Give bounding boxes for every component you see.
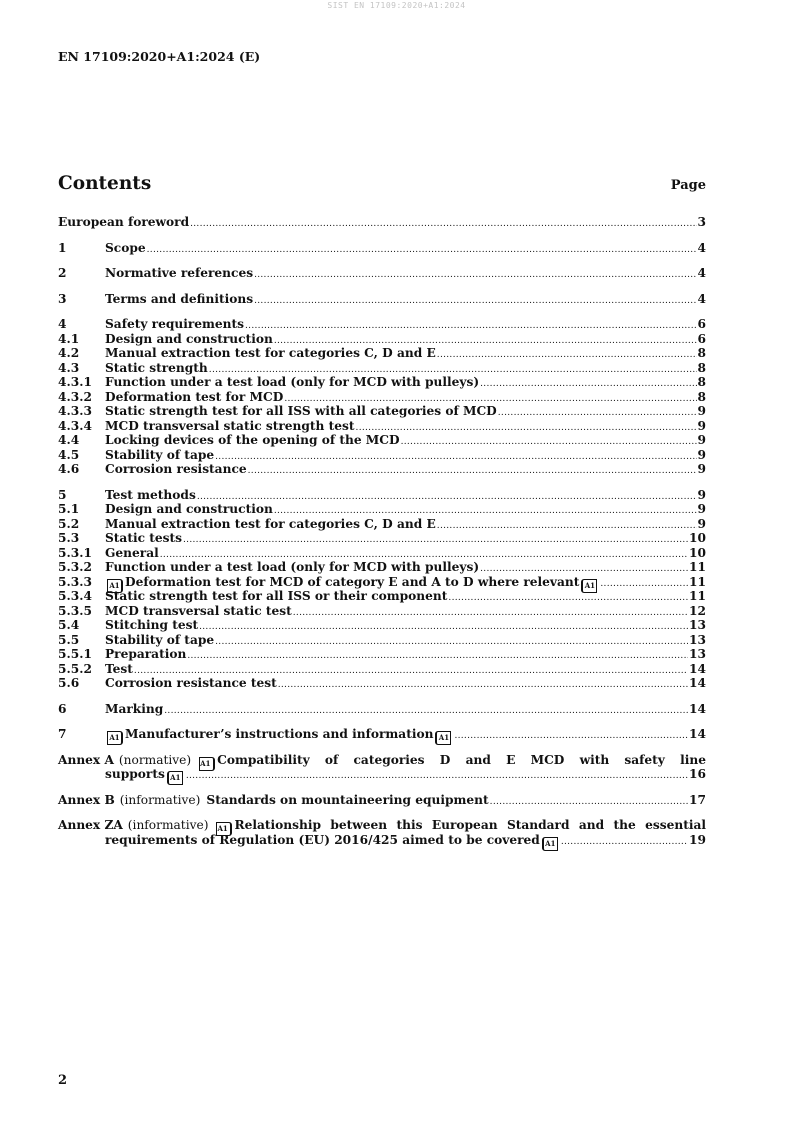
- dot-leader: [164, 702, 688, 719]
- toc-entry-number: 5.3.2: [58, 560, 92, 574]
- toc-entry-page: 13: [689, 647, 706, 661]
- toc-entry-page: 9: [697, 418, 706, 433]
- toc-entry[interactable]: [58, 662, 706, 677]
- annex-kind: (informative): [119, 792, 201, 807]
- toc-entry-title: [105, 531, 182, 546]
- annex-entry[interactable]: [58, 818, 706, 847]
- toc-entry-number: 5.3.4: [58, 589, 92, 603]
- toc-entry-page: 9: [697, 433, 706, 447]
- dot-leader: [561, 833, 688, 850]
- toc-entry[interactable]: [58, 531, 706, 546]
- toc-entry-title: [105, 404, 497, 419]
- annex-page: 16: [689, 767, 706, 781]
- toc-entry-page: 9: [697, 462, 706, 476]
- toc-entry[interactable]: [58, 448, 706, 463]
- toc-entry-title: [105, 346, 436, 361]
- toc-entry-page: 14: [689, 661, 706, 676]
- toc-entry-page: 6: [697, 317, 706, 331]
- toc-entry[interactable]: [58, 433, 706, 448]
- toc-entry[interactable]: [58, 462, 706, 477]
- toc-entry-title-text: Corrosion resistance: [105, 462, 247, 476]
- toc-entry-title-text: Test: [105, 661, 133, 676]
- toc-entry[interactable]: [58, 589, 706, 604]
- toc-entry-title: [105, 633, 214, 648]
- dot-leader: [254, 292, 696, 309]
- toc-entry-title: [105, 662, 133, 677]
- toc-entry-title: [105, 292, 253, 307]
- toc-entry-page: 10: [689, 545, 706, 560]
- toc-entry-page: 14: [689, 701, 706, 716]
- toc-entry-number: 3: [58, 291, 67, 306]
- toc-entry[interactable]: [58, 618, 706, 633]
- dot-leader: [454, 727, 688, 744]
- toc-entry-number: 5: [58, 487, 67, 502]
- toc-entry-page: 9: [697, 447, 706, 462]
- toc-entry-number: 4.3.4: [58, 418, 92, 433]
- toc-entry-title: [105, 448, 214, 463]
- toc-entry[interactable]: [58, 266, 706, 281]
- dot-leader: [254, 266, 696, 283]
- annex-entry-line: [58, 833, 706, 848]
- toc-entry[interactable]: [58, 575, 706, 590]
- annex-entry[interactable]: [58, 753, 706, 782]
- amendment-end-icon: A1: [542, 837, 558, 851]
- toc-entry-title-text: MCD transversal static test: [105, 603, 292, 618]
- toc-entry-title-text: Design and construction: [105, 502, 273, 516]
- toc-entry[interactable]: [58, 292, 706, 307]
- toc-entry-title-text: Safety requirements: [105, 317, 245, 331]
- amendment-end-icon: A1: [167, 771, 183, 785]
- toc-entry-page: 8: [697, 389, 706, 404]
- toc-entry-title: [105, 361, 208, 376]
- toc-entry-title: [58, 215, 189, 230]
- annex-entry[interactable]: [58, 793, 706, 808]
- toc-entry-title: [105, 266, 253, 281]
- toc-entry-title-text: Manual extraction test for categories C, D and E: [105, 346, 436, 360]
- toc-entry-title-text: Preparation: [105, 647, 187, 661]
- toc-entry[interactable]: [58, 317, 706, 332]
- toc-entry-title-text: Function under a test load (only for MCD with pulleys): [105, 375, 480, 389]
- toc-entry-title: [105, 433, 400, 448]
- toc-entry-page: 9: [697, 487, 706, 502]
- amendment-end-icon: A1: [581, 579, 597, 593]
- toc-entry[interactable]: [58, 633, 706, 648]
- toc-entry-page: 13: [689, 618, 706, 632]
- annex-title-text: Relationship between this European Standard and the essential: [234, 818, 706, 832]
- toc-entry-page: 3: [697, 215, 706, 229]
- annex-page: 17: [689, 792, 706, 807]
- toc-entry[interactable]: [58, 361, 706, 376]
- toc-entry-title: [105, 488, 196, 503]
- annex-kind: (informative): [127, 818, 209, 832]
- toc-entry[interactable]: [58, 517, 706, 532]
- toc-entry[interactable]: [58, 702, 706, 717]
- toc-entry-number: 5.4: [58, 618, 80, 632]
- toc-entry-title: [105, 332, 273, 347]
- dot-leader: [278, 676, 688, 693]
- annex-title-text: requirements of Regulation (EU) 2016/425 aimed to be covered: [105, 832, 540, 847]
- toc-entry-title-text: Static strength test for all ISS with all categories of MCD: [105, 404, 497, 418]
- toc-entry-number: 4.3: [58, 360, 80, 375]
- amendment-start-icon: A1: [199, 757, 215, 771]
- toc-entry-title: [105, 702, 163, 717]
- toc-entry-page: 6: [697, 331, 706, 346]
- toc-entry-page: 8: [697, 375, 706, 389]
- toc-entry-page: 4: [697, 240, 706, 255]
- dot-leader: [190, 215, 696, 232]
- toc-entry-title-text: Static strength: [105, 360, 208, 375]
- toc-entry-title-text: Scope: [105, 240, 146, 255]
- amendment-start-icon: A1: [107, 731, 123, 745]
- toc-entry-number: 4.6: [58, 462, 80, 476]
- toc-entry-title-text: Terms and definitions: [105, 291, 254, 306]
- toc-entry-number: 5.6: [58, 676, 80, 690]
- toc-entry-title-text: Test methods: [105, 487, 196, 502]
- dot-leader: [490, 793, 688, 810]
- toc-entry-title: [105, 618, 198, 633]
- toc-entry[interactable]: [58, 647, 706, 662]
- toc-entry-title-text: Deformation test for MCD of category E and A to D where relevant: [125, 574, 580, 589]
- toc-entry-title-text: Static tests: [105, 531, 182, 545]
- amendment-start-icon: A1: [107, 579, 123, 593]
- toc-entry-number: 4.2: [58, 346, 80, 360]
- toc-entry[interactable]: [58, 404, 706, 419]
- toc-entry-page: 13: [689, 632, 706, 647]
- toc-entry-title-text: General: [105, 545, 159, 560]
- toc-entry-page: 4: [697, 291, 706, 306]
- toc-entry-title-text: Function under a test load (only for MCD with pulleys): [105, 560, 480, 574]
- toc-entry-page: 9: [697, 404, 706, 418]
- toc-entry-title-text: Stability of tape: [105, 447, 215, 462]
- annex-label: Annex ZA: [58, 818, 123, 832]
- toc-entry-number: 5.3.5: [58, 603, 92, 618]
- annex-entry-line: [58, 753, 706, 768]
- toc-entry-page: 14: [689, 676, 706, 690]
- annex-entry-line: [58, 793, 706, 808]
- annex-title-continued: [105, 767, 185, 785]
- toc-entry-number: 4.3.3: [58, 404, 92, 418]
- toc-entry-title: [105, 462, 247, 477]
- toc-entry-number: 5.1: [58, 502, 80, 516]
- toc-entry-title-text: Static strength test for all ISS or their component: [105, 589, 448, 603]
- toc-entry-title-text: Normative references: [105, 266, 254, 280]
- toc-entry-number: 4: [58, 317, 67, 331]
- toc-entry-title: [105, 546, 159, 561]
- table-of-contents: [58, 215, 706, 847]
- toc-entry-title-text: Stitching test: [105, 618, 199, 632]
- toc-entry-page: 14: [689, 727, 706, 741]
- toc-entry-title: [105, 517, 436, 532]
- amendment-end-icon: A1: [435, 731, 451, 745]
- toc-entry-title-text: Manual extraction test for categories C, D and E: [105, 516, 436, 531]
- toc-entry[interactable]: [58, 375, 706, 390]
- toc-entry-number: 4.5: [58, 447, 80, 462]
- annex-page: 19: [689, 832, 706, 847]
- annex-title-text: supports: [105, 767, 165, 781]
- toc-entry-title-text: Locking devices of the opening of the MCD: [105, 433, 400, 447]
- toc-entry-page: 8: [697, 360, 706, 375]
- toc-entry[interactable]: [58, 346, 706, 361]
- watermark: SIST EN 17109:2020+A1:2024: [327, 1, 466, 10]
- toc-entry-title-text: European foreword: [58, 215, 190, 229]
- page-number: 2: [58, 1073, 68, 1088]
- toc-entry-title: [105, 647, 186, 662]
- toc-entry-title: [105, 560, 479, 575]
- toc-entry[interactable]: [58, 419, 706, 434]
- toc-entry-number: 5.5: [58, 632, 80, 647]
- annex-title-text: Standards on mountaineering equipment: [206, 792, 489, 807]
- toc-entry-title-text: MCD transversal static strength test: [105, 418, 355, 433]
- annex-label: Annex A: [58, 752, 114, 767]
- toc-entry[interactable]: [58, 676, 706, 691]
- toc-entry-title: [105, 727, 453, 745]
- toc-entry-page: 10: [689, 531, 706, 545]
- toc-entry-title: [105, 375, 479, 390]
- dot-leader: [186, 767, 688, 784]
- toc-entry-page: 12: [689, 603, 706, 618]
- toc-entry[interactable]: [58, 390, 706, 405]
- dot-leader: [248, 462, 697, 479]
- toc-entry[interactable]: [58, 488, 706, 503]
- toc-entry-number: 5.3.3: [58, 574, 92, 589]
- toc-entry-number: 5.3: [58, 531, 80, 545]
- toc-entry-number: 4.3.2: [58, 389, 92, 404]
- toc-entry-number: 5.5.1: [58, 647, 92, 661]
- toc-entry-title-text: Stability of tape: [105, 632, 215, 647]
- toc-entry[interactable]: [58, 502, 706, 517]
- toc-entry-title: [105, 317, 244, 332]
- toc-entry-title-text: Corrosion resistance test: [105, 676, 277, 690]
- toc-entry-page: 11: [689, 589, 706, 603]
- toc-entry-title: [105, 604, 292, 619]
- toc-entry-page: 11: [689, 574, 706, 589]
- toc-entry-title-text: Marking: [105, 701, 164, 716]
- toc-entry-number: 2: [58, 266, 67, 280]
- toc-entry-page: 9: [697, 516, 706, 531]
- toc-entry-title: [105, 390, 283, 405]
- toc-entry[interactable]: [58, 727, 706, 742]
- toc-entry-page: 4: [697, 266, 706, 280]
- toc-entry-title: [105, 676, 277, 691]
- toc-entry[interactable]: [58, 604, 706, 619]
- toc-entry[interactable]: [58, 546, 706, 561]
- toc-entry-number: 6: [58, 701, 67, 716]
- toc-entry-title-text: Design and construction: [105, 331, 273, 346]
- annex-kind: (normative): [118, 752, 192, 767]
- toc-entry-number: 4.1: [58, 331, 80, 346]
- annex-title-continued: [105, 833, 560, 851]
- dot-leader: [147, 241, 697, 258]
- toc-entry[interactable]: [58, 560, 706, 575]
- toc-entry-title: [105, 502, 273, 517]
- toc-entry-title-text: Manufacturer’s instructions and information: [125, 727, 434, 741]
- toc-entry-number: 5.3.1: [58, 545, 92, 560]
- toc-entry-title: [105, 419, 355, 434]
- toc-entry-title-text: Deformation test for MCD: [105, 389, 284, 404]
- toc-entry-number: 1: [58, 240, 67, 255]
- annex-title: [206, 793, 488, 808]
- annex-title-text: Compatibility of categories D and E MCD with safety line: [217, 752, 706, 767]
- contents-title: Contents: [58, 173, 152, 194]
- toc-entry-number: 7: [58, 727, 67, 741]
- annex-entry-line: [58, 818, 706, 833]
- toc-entry-page: 8: [697, 346, 706, 360]
- annex-entry-line: [58, 767, 706, 782]
- toc-entry-page: 11: [689, 560, 706, 574]
- toc-entry-title: [105, 589, 447, 604]
- toc-entry[interactable]: [58, 215, 706, 230]
- toc-entry-page: 9: [697, 502, 706, 516]
- toc-entry-number: 4.4: [58, 433, 80, 447]
- toc-entry-number: 4.3.1: [58, 375, 92, 389]
- amendment-start-icon: A1: [216, 822, 232, 836]
- document-header: EN 17109:2020+A1:2024 (E): [58, 49, 261, 64]
- toc-entry-number: 5.5.2: [58, 661, 92, 676]
- toc-entry[interactable]: [58, 332, 706, 347]
- toc-entry-number: 5.2: [58, 516, 80, 531]
- annex-label: Annex B: [58, 792, 115, 807]
- toc-entry-title: [105, 241, 146, 256]
- page-column-label: Page: [670, 178, 706, 193]
- toc-entry[interactable]: [58, 241, 706, 256]
